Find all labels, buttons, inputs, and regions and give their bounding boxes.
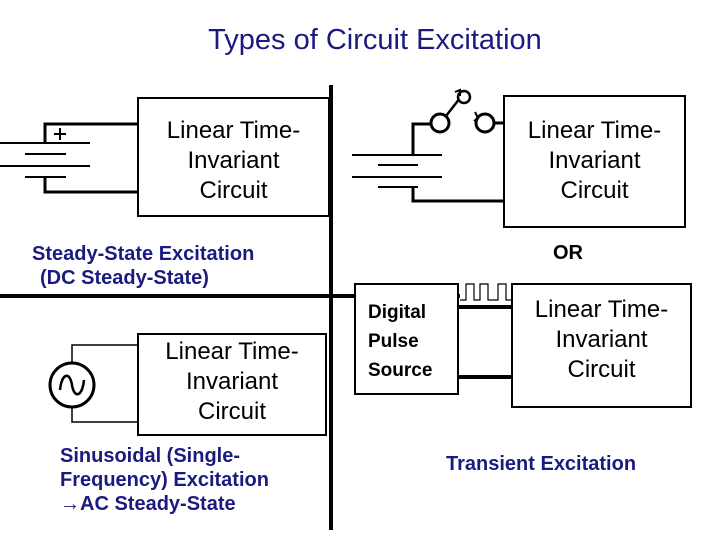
circuit-label-line: Circuit — [560, 177, 629, 204]
circuit-label-line: Invariant — [555, 326, 648, 353]
source-label-line: Digital — [368, 302, 427, 323]
circuit-box-dc — [137, 97, 330, 217]
circuit-box-ac — [137, 333, 327, 436]
circuit-label-line: Linear Time- — [166, 117, 301, 144]
transient-excitation-label: Transient Excitation — [446, 453, 637, 475]
circuit-label-line: Linear Time- — [534, 296, 669, 323]
circuit-label-line: Circuit — [197, 398, 266, 425]
ac-label-line: Frequency) Excitation — [60, 469, 269, 491]
ac-source-icon — [50, 363, 94, 407]
ac-excitation-label — [60, 444, 269, 516]
circuit-label-line: Linear Time- — [527, 117, 662, 144]
pulse-train-icon — [460, 284, 514, 300]
circuit-label-line: Invariant — [187, 147, 280, 174]
source-label-line: Pulse — [368, 331, 419, 352]
or-label: OR — [553, 242, 583, 264]
circuit-box-switched — [503, 95, 686, 228]
ac-label-line: →AC Steady-State — [60, 493, 236, 515]
dc-excitation-label — [32, 242, 254, 290]
battery-icon-switched — [352, 155, 442, 187]
circuit-label-line: Linear Time- — [165, 338, 299, 365]
dc-label-line: (DC Steady-State) — [40, 267, 209, 289]
ac-label-line: Sinusoidal (Single- — [60, 445, 241, 467]
circuit-label-line: Circuit — [199, 177, 268, 204]
circuit-box-transient — [511, 283, 692, 408]
dc-label-line: Steady-State Excitation — [32, 243, 255, 265]
source-label-line: Source — [368, 360, 433, 381]
circuit-label-line: Invariant — [548, 147, 641, 174]
page-title: Types of Circuit Excitation — [208, 24, 542, 56]
circuit-label-line: Circuit — [567, 356, 636, 383]
circuit-label-line: Invariant — [185, 368, 279, 395]
pulse-source-box — [354, 283, 459, 395]
switch-icon — [431, 90, 504, 132]
